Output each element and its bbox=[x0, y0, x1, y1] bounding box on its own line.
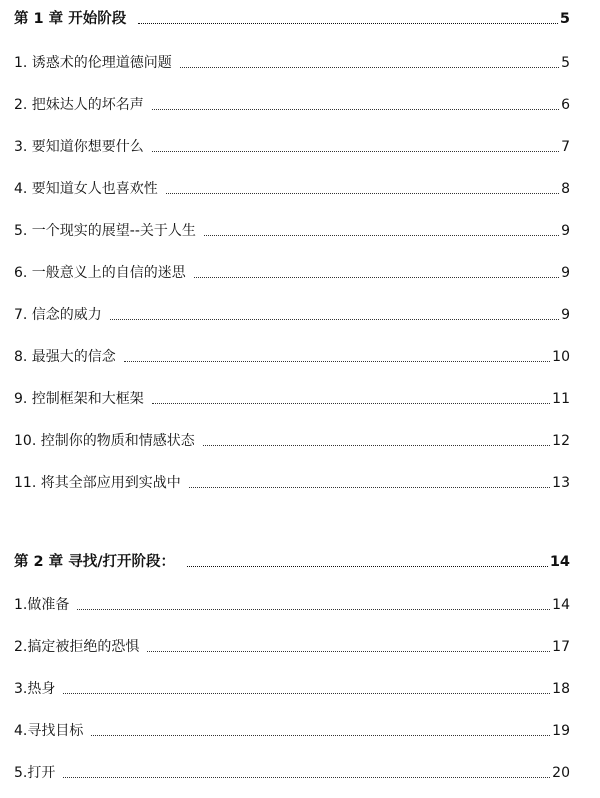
toc-entry[interactable] bbox=[14, 216, 570, 240]
toc-entry[interactable] bbox=[14, 300, 570, 324]
page-number: 9 bbox=[561, 265, 570, 281]
dot-leader bbox=[147, 651, 550, 652]
toc-entry[interactable] bbox=[14, 716, 570, 740]
dot-leader bbox=[110, 319, 559, 320]
toc-entry[interactable] bbox=[14, 174, 570, 198]
dot-leader bbox=[91, 735, 550, 736]
entry-title: 3.热身 bbox=[14, 681, 56, 697]
dot-leader bbox=[204, 235, 559, 236]
dot-leader bbox=[187, 566, 548, 567]
entry-title: 2.搞定被拒绝的恐惧 bbox=[14, 639, 140, 655]
dot-leader bbox=[152, 109, 559, 110]
page-number: 12 bbox=[552, 433, 570, 449]
entry-title: 5.打开 bbox=[14, 765, 56, 781]
page-number: 18 bbox=[552, 681, 570, 697]
dot-leader bbox=[63, 777, 550, 778]
page-number: 6 bbox=[561, 97, 570, 113]
toc-entry[interactable] bbox=[14, 48, 570, 72]
dot-leader bbox=[152, 403, 550, 404]
page-number: 9 bbox=[561, 307, 570, 323]
toc-entry[interactable] bbox=[14, 426, 570, 450]
toc-entry[interactable] bbox=[14, 90, 570, 114]
page-number: 7 bbox=[561, 139, 570, 155]
entry-title: 4. 要知道女人也喜欢性 bbox=[14, 181, 158, 197]
chapter-2-heading[interactable] bbox=[14, 547, 570, 571]
page-number: 10 bbox=[552, 349, 570, 365]
chapter-title: 第 1 章 开始阶段 bbox=[14, 11, 127, 27]
dot-leader bbox=[138, 23, 558, 24]
toc-entry[interactable] bbox=[14, 632, 570, 656]
page-number: 9 bbox=[561, 223, 570, 239]
toc-entry[interactable] bbox=[14, 758, 570, 782]
toc-entry[interactable] bbox=[14, 258, 570, 282]
page-number: 5 bbox=[559, 11, 570, 27]
page-number: 19 bbox=[552, 723, 570, 739]
entry-title: 11. 将其全部应用到实战中 bbox=[14, 475, 181, 491]
toc-entry[interactable] bbox=[14, 468, 570, 492]
entry-title: 2. 把妹达人的坏名声 bbox=[14, 97, 144, 113]
entry-title: 8. 最强大的信念 bbox=[14, 349, 116, 365]
dot-leader bbox=[203, 445, 550, 446]
page-number: 14 bbox=[552, 597, 570, 613]
entry-title: 1. 诱惑术的伦理道德问题 bbox=[14, 55, 172, 71]
page-number: 14 bbox=[549, 554, 570, 570]
dot-leader bbox=[189, 487, 550, 488]
dot-leader bbox=[124, 361, 550, 362]
entry-title: 9. 控制框架和大框架 bbox=[14, 391, 144, 407]
toc-entry[interactable] bbox=[14, 132, 570, 156]
dot-leader bbox=[77, 609, 550, 610]
page-number: 11 bbox=[552, 391, 570, 407]
dot-leader bbox=[194, 277, 559, 278]
dot-leader bbox=[166, 193, 559, 194]
entry-title: 7. 信念的威力 bbox=[14, 307, 102, 323]
page-number: 20 bbox=[552, 765, 570, 781]
page-number: 8 bbox=[561, 181, 570, 197]
page-number: 13 bbox=[552, 475, 570, 491]
entry-title: 3. 要知道你想要什么 bbox=[14, 139, 144, 155]
chapter-1-heading[interactable] bbox=[14, 4, 570, 28]
dot-leader bbox=[180, 67, 559, 68]
dot-leader bbox=[63, 693, 550, 694]
dot-leader bbox=[152, 151, 559, 152]
page-number: 5 bbox=[561, 55, 570, 71]
entry-title: 5. 一个现实的展望--关于人生 bbox=[14, 223, 196, 239]
toc-entry[interactable] bbox=[14, 384, 570, 408]
entry-title: 10. 控制你的物质和情感状态 bbox=[14, 433, 195, 449]
toc-entry[interactable] bbox=[14, 674, 570, 698]
page-number: 17 bbox=[552, 639, 570, 655]
entry-title: 6. 一般意义上的自信的迷思 bbox=[14, 265, 186, 281]
entry-title: 1.做准备 bbox=[14, 597, 70, 613]
entry-title: 4.寻找目标 bbox=[14, 723, 84, 739]
chapter-title: 第 2 章 寻找/打开阶段： bbox=[14, 554, 176, 570]
toc-entry[interactable] bbox=[14, 342, 570, 366]
toc-entry[interactable] bbox=[14, 590, 570, 614]
